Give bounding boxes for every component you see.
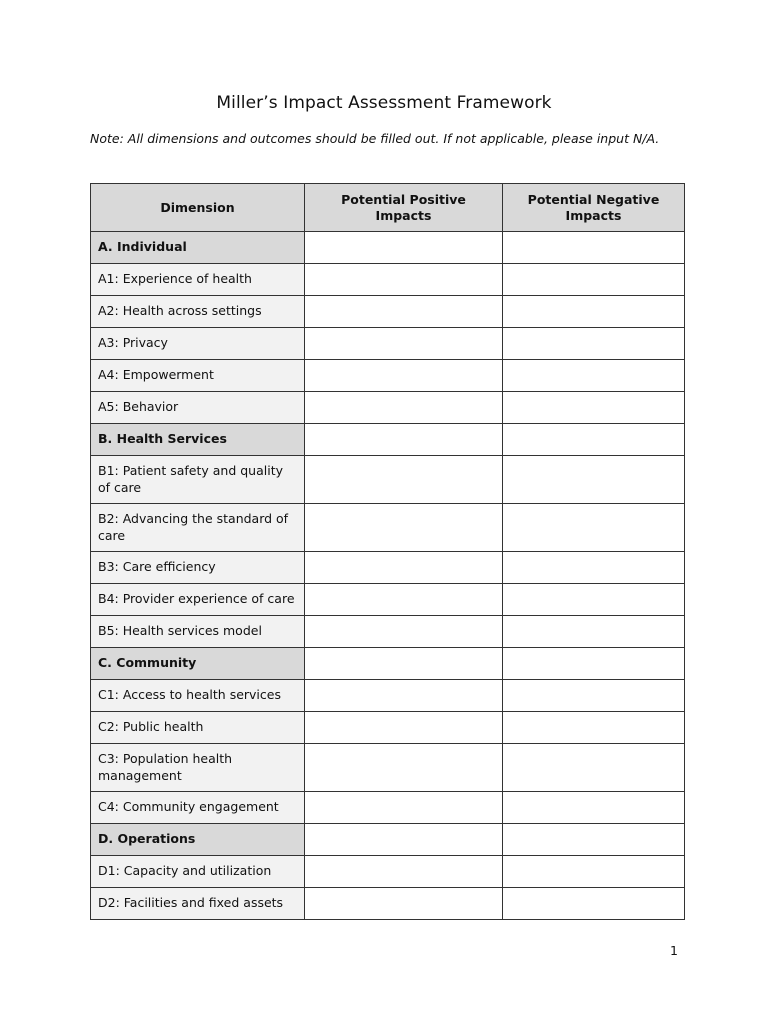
positive-impact-cell[interactable] — [305, 264, 503, 296]
dimension-cell: A2: Health across settings — [91, 296, 305, 328]
dimension-cell: D2: Facilities and fixed assets — [91, 888, 305, 920]
dimension-cell: A4: Empowerment — [91, 360, 305, 392]
table-row — [91, 456, 685, 504]
negative-impact-cell[interactable] — [503, 616, 685, 648]
negative-impact-cell[interactable] — [503, 264, 685, 296]
section-row-operations — [91, 824, 685, 856]
section-row-individual — [91, 232, 685, 264]
dimension-cell: A1: Experience of health — [91, 264, 305, 296]
dimension-cell: D1: Capacity and utilization — [91, 856, 305, 888]
section-row-health-services — [91, 424, 685, 456]
negative-impact-cell[interactable] — [503, 712, 685, 744]
table-row — [91, 712, 685, 744]
negative-impact-cell[interactable] — [503, 744, 685, 792]
positive-impact-cell[interactable] — [305, 456, 503, 504]
table-row — [91, 584, 685, 616]
dimension-cell: B1: Patient safety and quality of care — [91, 456, 305, 504]
negative-impact-cell[interactable] — [503, 552, 685, 584]
positive-impact-cell[interactable] — [305, 888, 503, 920]
section-row-community — [91, 648, 685, 680]
negative-impact-cell[interactable] — [503, 856, 685, 888]
negative-impact-cell[interactable] — [503, 392, 685, 424]
page-title: Miller’s Impact Assessment Framework — [216, 93, 552, 113]
positive-impact-cell[interactable] — [305, 680, 503, 712]
positive-impact-cell[interactable] — [305, 504, 503, 552]
negative-impact-cell[interactable] — [503, 648, 685, 680]
dimension-cell: C2: Public health — [91, 712, 305, 744]
positive-impact-cell[interactable] — [305, 856, 503, 888]
positive-impact-cell[interactable] — [305, 552, 503, 584]
positive-impact-cell[interactable] — [305, 424, 503, 456]
table-row — [91, 360, 685, 392]
header-positive-impacts: Potential Positive Impacts — [305, 184, 503, 232]
positive-impact-cell[interactable] — [305, 616, 503, 648]
positive-impact-cell[interactable] — [305, 360, 503, 392]
table-row — [91, 504, 685, 552]
negative-impact-cell[interactable] — [503, 504, 685, 552]
table-row — [91, 392, 685, 424]
table-header-row — [91, 184, 685, 232]
dimension-cell: A. Individual — [91, 232, 305, 264]
table-row — [91, 888, 685, 920]
negative-impact-cell[interactable] — [503, 360, 685, 392]
dimension-cell: C1: Access to health services — [91, 680, 305, 712]
negative-impact-cell[interactable] — [503, 792, 685, 824]
negative-impact-cell[interactable] — [503, 680, 685, 712]
dimension-cell: A5: Behavior — [91, 392, 305, 424]
negative-impact-cell[interactable] — [503, 888, 685, 920]
header-dimension: Dimension — [91, 184, 305, 232]
positive-impact-cell[interactable] — [305, 328, 503, 360]
instruction-note: Note: All dimensions and outcomes should be filled out. If not applicable, please input N/A. — [90, 131, 660, 146]
table-row — [91, 792, 685, 824]
dimension-cell: B5: Health services model — [91, 616, 305, 648]
dimension-cell: B3: Care efficiency — [91, 552, 305, 584]
dimension-cell: B2: Advancing the standard of care — [91, 504, 305, 552]
negative-impact-cell[interactable] — [503, 584, 685, 616]
table-row — [91, 552, 685, 584]
positive-impact-cell[interactable] — [305, 744, 503, 792]
negative-impact-cell[interactable] — [503, 424, 685, 456]
table-row — [91, 616, 685, 648]
positive-impact-cell[interactable] — [305, 648, 503, 680]
dimension-cell: C. Community — [91, 648, 305, 680]
dimension-cell: C4: Community engagement — [91, 792, 305, 824]
dimension-cell: D. Operations — [91, 824, 305, 856]
positive-impact-cell[interactable] — [305, 792, 503, 824]
positive-impact-cell[interactable] — [305, 584, 503, 616]
negative-impact-cell[interactable] — [503, 296, 685, 328]
positive-impact-cell[interactable] — [305, 712, 503, 744]
table-row — [91, 744, 685, 792]
negative-impact-cell[interactable] — [503, 232, 685, 264]
page-number: 1 — [670, 943, 678, 958]
table-row — [91, 296, 685, 328]
positive-impact-cell[interactable] — [305, 392, 503, 424]
dimension-cell: B. Health Services — [91, 424, 305, 456]
dimension-cell: B4: Provider experience of care — [91, 584, 305, 616]
positive-impact-cell[interactable] — [305, 296, 503, 328]
positive-impact-cell[interactable] — [305, 232, 503, 264]
header-negative-impacts: Potential Negative Impacts — [503, 184, 685, 232]
impact-assessment-table — [90, 183, 685, 920]
dimension-cell: C3: Population health management — [91, 744, 305, 792]
table-row — [91, 856, 685, 888]
dimension-cell: A3: Privacy — [91, 328, 305, 360]
negative-impact-cell[interactable] — [503, 824, 685, 856]
table-row — [91, 680, 685, 712]
negative-impact-cell[interactable] — [503, 456, 685, 504]
table-row — [91, 264, 685, 296]
negative-impact-cell[interactable] — [503, 328, 685, 360]
table-row — [91, 328, 685, 360]
positive-impact-cell[interactable] — [305, 824, 503, 856]
